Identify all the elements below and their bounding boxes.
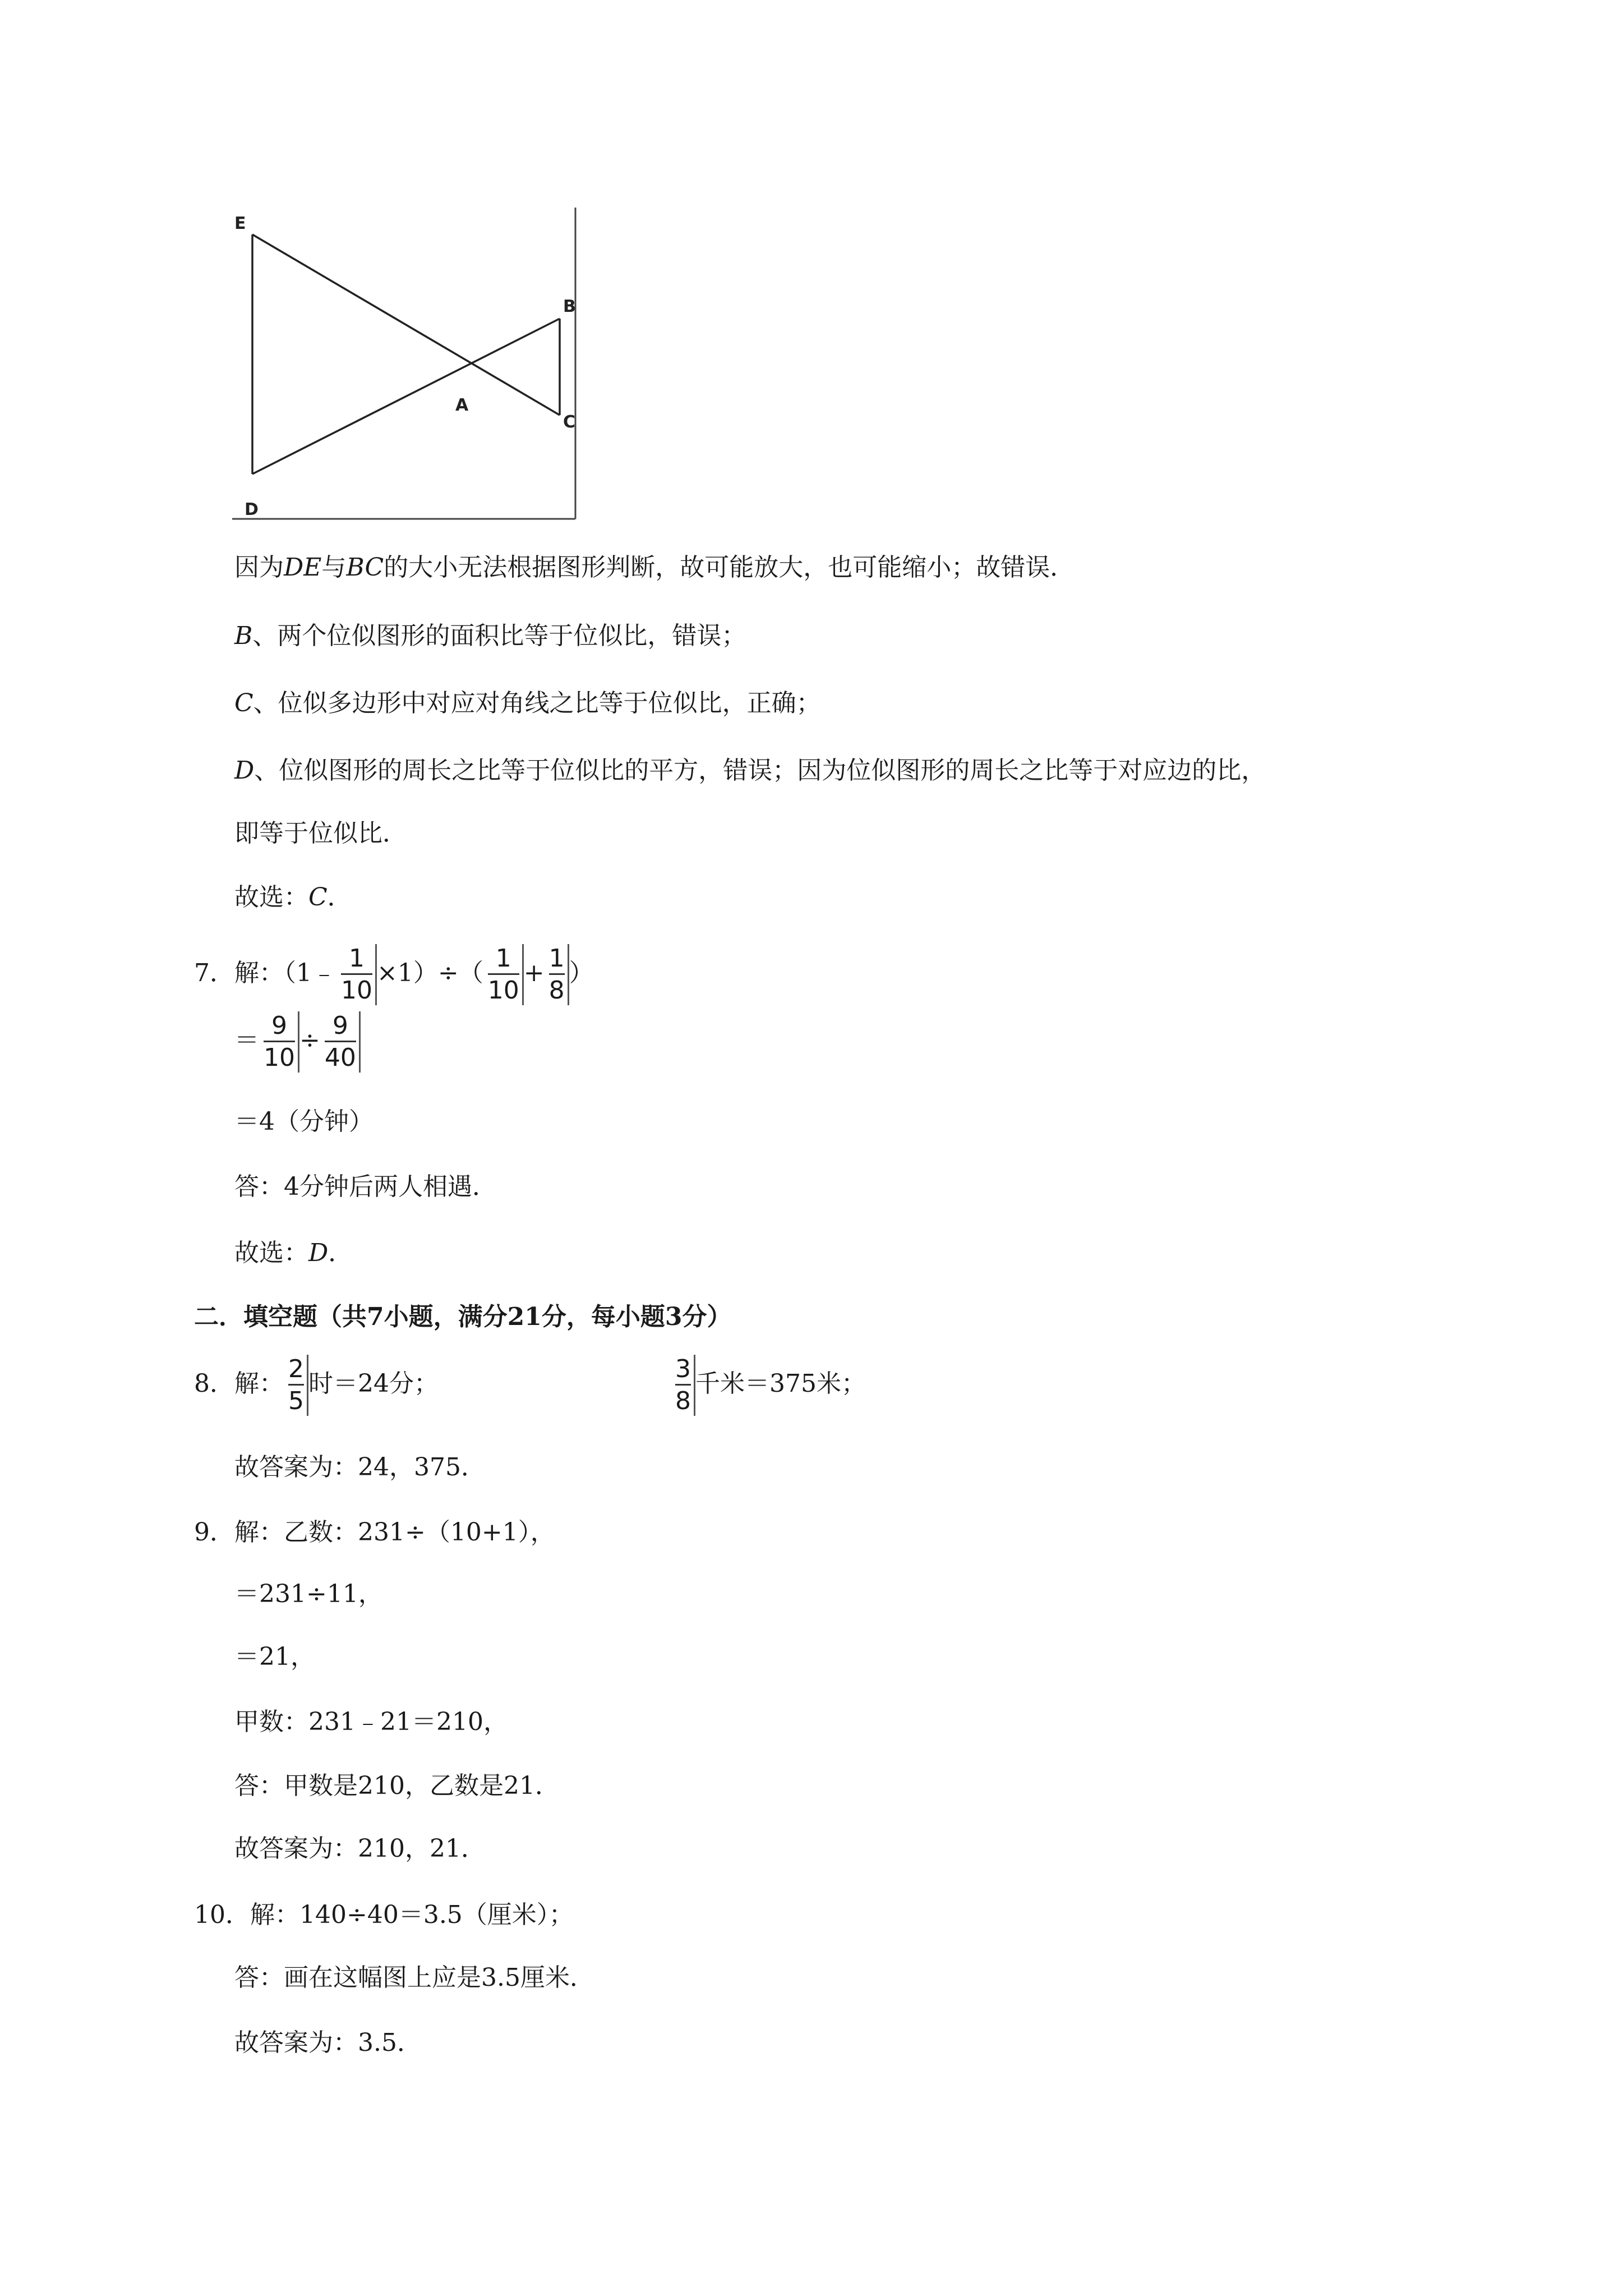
q7-eq-sign: ＝ (234, 1026, 259, 1055)
q9-line-5 (234, 1769, 560, 1803)
q7-expression (194, 942, 594, 1004)
q7-result: ＝4（分钟） (234, 1107, 374, 1136)
q9-line-4 (234, 1705, 508, 1739)
q6-reason-line (234, 551, 1075, 585)
q9-line-1 (194, 1516, 555, 1549)
q9-text-4: 甲数：231﹣21＝210， (234, 1708, 508, 1736)
q7-answer (234, 1170, 497, 1204)
section-2-heading (194, 1300, 731, 1334)
q7-choice-suffix: ． (328, 1239, 353, 1267)
q7-choice-letter: D (308, 1239, 329, 1267)
q6-option-d (234, 754, 1266, 788)
q6-choice-suffix: ． (327, 883, 352, 912)
q9-text-1: 9．解：乙数：231÷（10+1）， (194, 1518, 555, 1547)
label-e: E (234, 214, 246, 233)
q6-choice-letter: C (308, 883, 328, 912)
q8-fraction-2: $\frac{3}{8}$ (672, 1357, 694, 1414)
q9-line-2 (234, 1577, 383, 1611)
q9-text-2: ＝231÷11， (234, 1580, 383, 1608)
segment-ec (252, 234, 560, 415)
q9-text-3: ＝21， (234, 1642, 315, 1671)
q6-reason-part2: 与 (321, 553, 347, 582)
q6-de: DE (284, 553, 322, 582)
q7-fraction-4: $\frac{9}{10}$ (260, 1014, 298, 1070)
q6-option-d-text: 、位似图形的周长之比等于位似比的平方，错误；因为位似图形的周长之比等于对应边的比， (254, 756, 1266, 785)
q6-option-b-text: 、两个位似图形的面积比等于位似比，错误； (252, 622, 746, 650)
q8-fraction-1: $\frac{2}{5}$ (285, 1357, 307, 1414)
q8-part2: 千米＝375米； (695, 1369, 866, 1398)
q6-option-d-cont (234, 817, 407, 850)
label-d: D (245, 500, 259, 519)
q10-line-2 (234, 1961, 594, 1995)
q6-option-d-label: D (234, 756, 255, 785)
q10-text-3: 故答案为：3.5． (234, 2028, 422, 2057)
label-c: C (563, 412, 576, 432)
q8-answer (234, 1451, 486, 1484)
q10-text-2: 答：画在这幅图上应是3.5厘米． (234, 1963, 594, 1992)
q9-text-6: 故答案为：210，21． (234, 1834, 486, 1863)
q7-answer-text: 答：4分钟后两人相遇． (234, 1172, 497, 1201)
q7-close: ） (569, 959, 594, 987)
q9-line-6 (234, 1832, 486, 1866)
q6-reason-part3: 的大小无法根据图形判断，故可能放大，也可能缩小；故错误． (384, 553, 1075, 582)
q10-line-3 (234, 2026, 422, 2060)
label-a: A (455, 395, 469, 415)
q10-text-1: 10．解：140÷40＝3.5（厘米）； (194, 1901, 574, 1929)
label-b: B (563, 297, 576, 316)
q7-choice (234, 1236, 353, 1270)
q7-choice-prefix: 故选： (234, 1239, 308, 1267)
q6-option-b (234, 619, 746, 653)
q7-divide: ÷ (299, 1026, 320, 1055)
q7-step-1 (234, 1010, 361, 1071)
q8-number: 8．解： (194, 1369, 284, 1398)
q6-choice (234, 881, 352, 914)
q8-line-part2 (671, 1353, 866, 1415)
q7-fraction-1: $\frac{1}{10}$ (338, 946, 376, 1003)
q7-fraction-2: $\frac{1}{10}$ (485, 946, 523, 1003)
q6-reason-part1: 因为 (234, 553, 284, 582)
q7-fraction-5: $\frac{9}{40}$ (321, 1014, 359, 1070)
q8-part1: 时＝24分； (308, 1369, 439, 1398)
section-2-title: 二．填空题（共7小题，满分21分，每小题3分） (194, 1303, 732, 1331)
q6-bc: BC (346, 553, 384, 582)
q6-option-c-text: 、位似多边形中对应对角线之比等于位似比，正确； (253, 689, 821, 717)
q7-step-2 (234, 1105, 374, 1139)
q6-option-d-text2: 即等于位似比． (234, 819, 407, 848)
segment-db (252, 319, 560, 474)
q9-text-5: 答：甲数是210，乙数是21． (234, 1772, 560, 1800)
similar-triangles-figure (224, 208, 594, 527)
q7-plus: + (523, 959, 545, 987)
q7-times: ×1）÷（ (377, 959, 483, 987)
q7-open: （1﹣ (284, 959, 336, 987)
q8-line (194, 1353, 439, 1415)
q6-choice-prefix: 故选： (234, 883, 308, 912)
q7-fraction-3: $\frac{1}{8}$ (546, 946, 568, 1003)
q10-line-1 (194, 1898, 574, 1932)
q6-option-c-label: C (234, 689, 253, 717)
q9-line-3 (234, 1640, 315, 1674)
q6-option-b-label: B (234, 622, 253, 650)
q6-option-c (234, 687, 821, 720)
q8-answer-text: 故答案为：24，375． (234, 1453, 486, 1481)
q7-number: 7．解： (194, 959, 284, 987)
